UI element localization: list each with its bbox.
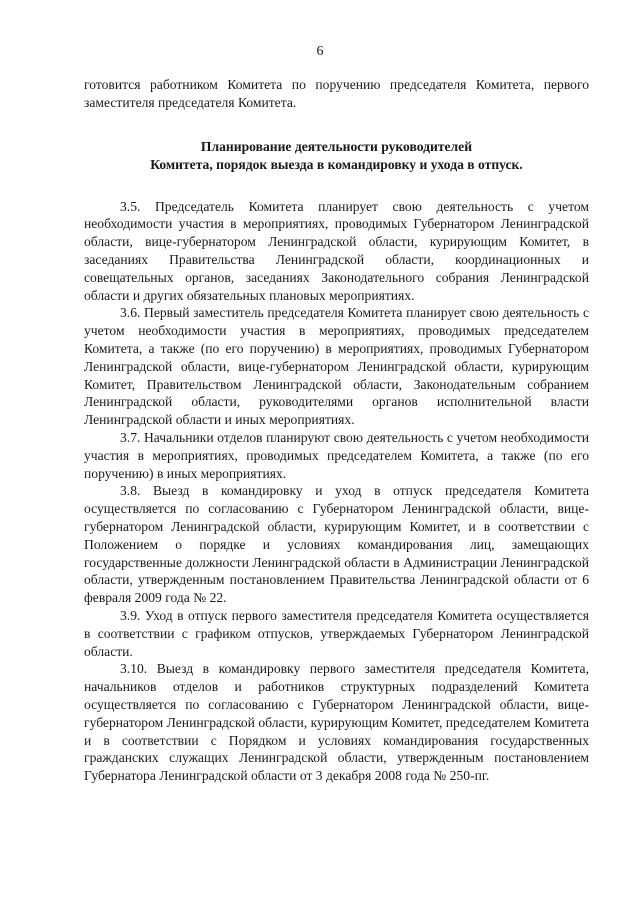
section-heading-line-2: Комитета, порядок выезда в командировку и ухода в отпуск. [150, 156, 523, 172]
intro-paragraph: готовится работником Комитета по поручению председателя Комитета, первого заместителя председателя Комитета. [84, 77, 589, 110]
paragraph-3-7: 3.7. Начальники отделов планируют свою деятельность с учетом необходимости участия в мероприятиях, проводимых председателем Комитета, а также (по его поручению) в иных мероприятиях. [84, 429, 589, 481]
paragraph-3-5: 3.5. Председатель Комитета планирует свою деятельность с учетом необходимости участия в мероприятиях, проводимых Губернатором Ленинградской области, вице-губернатором Ленинградской области, курирующим Комитет, в заседаниях Правительства Ленинградской области, координационных и совещательных органов, заседаниях Законодательного собрания Ленинградской области и других обязательных плановых мероприятиях. [84, 198, 589, 303]
page-number: 6 [316, 44, 324, 59]
section-heading-line-1: Планирование деятельности руководителей [200, 138, 473, 154]
paragraph-3-10: 3.10. Выезд в командировку первого заместителя председателя Комитета, начальников отделов и работников структурных подразделений Комитета осуществляется по согласованию с Губернатором Ленинградской области, вице-губернатором Ленинградской области, курирующим Комитет, председателем Комитета и в соответствии с Порядком и условиях командирования государственных гражданских служащих Ленинградской области, утвержденным постановлением Губернатора Ленинградской области от 3 декабря 2008 года № 250-пг. [84, 661, 589, 784]
paragraph-3-9: 3.9. Уход в отпуск первого заместителя председателя Комитета осуществляется в соответствии с графиком отпусков, утверждаемых Губернатором Ленинградской области. [84, 607, 589, 659]
section-heading [84, 138, 589, 174]
document-body [84, 76, 589, 785]
paragraph-3-6: 3.6. Первый заместитель председателя Комитета планирует свою деятельность с учетом необходимости участия в мероприятиях, проводимых председателем Комитета, а также (по его поручению) в мероприятиях, проводимых Губернатором Ленинградской области, вице-губернатором Ленинградской области, курирующим Комитет, Правительством Ленинградской области, Законодательным собранием Ленинградской области, руководителями органов исполнительной власти Ленинградской области и иных мероприятиях. [84, 305, 589, 428]
paragraph-3-8: 3.8. Выезд в командировку и уход в отпуск председателя Комитета осуществляется по согласованию с Губернатором Ленинградской области, вице-губернатором Ленинградской области, курирующим Комитет, и в соответствии с Положением о порядке и условиях командирования лиц, замещающих государственные должности Ленинградской области в Администрации Ленинградской области, утвержденным постановлением Правительства Ленинградской области от 6 февраля 2009 года № 22. [84, 483, 589, 606]
